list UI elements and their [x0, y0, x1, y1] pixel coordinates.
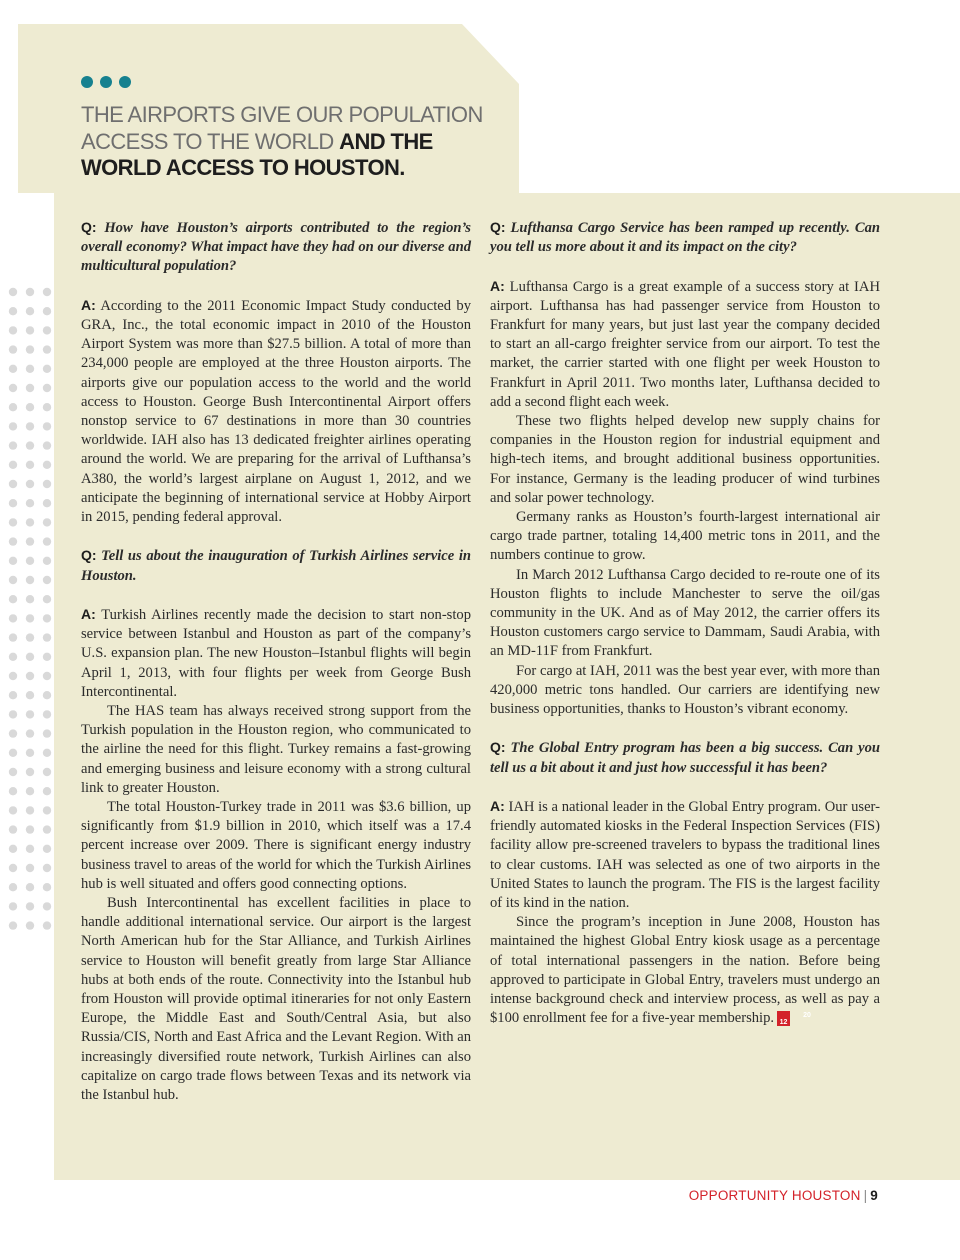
footer-separator: |	[863, 1188, 868, 1203]
answer-3-paragraph-3: Germany ranks as Houston’s fourth-largest international air cargo trade partner, totaling 14,400 metric tons in 2011, and the numbers continue to grow.	[490, 509, 880, 564]
answer-4: A: IAH is a national leader in the Global Entry program. Our user-friendly automated kiosks in the Federal Inspection Services (FIS) facility allow pre-screened travelers to bypass the traditional lines to clear customs. IAH was selected as one of two airports in the United States to launch the program. The FIS is the largest facility of its kind in the nation.	[490, 798, 880, 912]
question-1: Q: How have Houston’s airports contributed to the region’s overall economy? What impact have they had on our diverse and multicultural population?	[81, 219, 471, 275]
question-3: Q: Lufthansa Cargo Service has been ramped up recently. Can you tell us more about it and its impact on the city?	[490, 219, 880, 256]
end-mark-icon: 20 12	[777, 1011, 790, 1026]
question-4: Q: The Global Entry program has been a big success. Can you tell us a bit about it and just how successful it has been?	[490, 739, 880, 776]
answer-3: A: Lufthansa Cargo is a great example of a success story at IAH airport. Lufthansa has had passenger service from Houston to Frankfurt for many years, but just last year the company decided to start an all-cargo freighter service from our airport. To test the market, the carrier started with one flight per week Houston to Frankfurt in April 2011. Two months later, Lufthansa decided to add a second flight each week.	[490, 277, 880, 410]
header-dots-icon	[81, 76, 131, 88]
right-column	[490, 218, 880, 1028]
answer-2-paragraph-2: The HAS team has always received strong support from the Turkish population in the Houston region, who communicated to the airline the need for this flight. Turkey remains a fast-growing and emerging business and leisure economy with a strong cultural link to greater Houston.	[81, 703, 471, 796]
page-headline	[81, 102, 501, 182]
answer-3-paragraph-4: In March 2012 Lufthansa Cargo decided to re-route one of its Houston flights to include Manchester to serve the oil/gas community in the UK. And as of May 2012, the carrier offers its Houston customers cargo service to Dammam, Saudi Arabia, with an MD-11F from Frankfurt.	[490, 566, 880, 660]
headline-bold: AND THE WORLD ACCESS TO HOUSTON.	[81, 128, 433, 180]
answer-2-paragraph-3: The total Houston-Turkey trade in 2011 was $3.6 billion, up significantly from $1.9 billion in 2010, which itself was a 17.4 percent increase over 2009. There is significant energy industry business travel to areas of the world for which the Turkish Airlines hub is well situated and offers good connecting options.	[81, 799, 471, 892]
answer-3-paragraph-5: For cargo at IAH, 2011 was the best year ever, with more than 420,000 metric tons handled. Our carriers are identifying new business opportunities, thanks to Houston’s vibrant economy.	[490, 662, 880, 718]
page-number: 9	[870, 1188, 878, 1203]
answer-2-paragraph-4: Bush Intercontinental has excellent facilities in place to handle additional international service. Our airport is the largest North American hub for the Star Alliance, and Turkish Airlines service to Houston will benefit greatly from large Star Alliance hubs at both ends of the route. Connectivity into the Istanbul hub from Houston will provide optimal itineraries for not only Eastern Europe, the Middle East and South/Central Asia, but also Russia/CIS, North and East Africa and the Levant Region. With an increasingly diversified route network, Turkish Airlines can also capitalize on cargo trade flows between Texas and its network via the Istanbul hub.	[81, 895, 471, 1104]
answer-4-paragraph-2: Since the program’s inception in June 2008, Houston has maintained the highest Global Entry kiosk usage as a percentage of total international passengers in the nation. Before being approved to participate in Global Entry, travelers must undergo an intense background check and interview process, as well as pay a $100 enrollment fee for a five-year membership. 20 12	[490, 914, 880, 1027]
question-2: Q: Tell us about the inauguration of Turkish Airlines service in Houston.	[81, 547, 471, 584]
answer-3-paragraph-2: These two flights helped develop new supply chains for companies in the Houston region for industrial equipment and high-tech items, and brought additional business opportunities. For instance, Germany is the leading producer of wind turbines and solar power technology.	[490, 413, 880, 506]
footer-publication: OPPORTUNITY HOUSTON	[688, 1188, 861, 1203]
headline-light: THE AIRPORTS GIVE OUR POPULATION ACCESS TO THE WORLD	[81, 102, 483, 154]
answer-2: A: Turkish Airlines recently made the decision to start non-stop service between Istanbul and Houston as part of the company’s U.S. expansion plan. The new Houston–Istanbul flights will begin April 1, 2013, with four flights per week from George Bush Intercontinental.	[81, 606, 472, 700]
dot-pattern-decoration	[0, 282, 60, 942]
answer-1: A: According to the 2011 Economic Impact Study conducted by GRA, Inc., the total economic impact in 2010 of the Houston Airport System was more than $27.5 billion. A total of more than 234,000 people are employed at the three Houston airports. The airports give our population access to the world and the world access to Houston. George Bush Intercontinental Airport offers nonstop service to 67 destinations in more than 30 countries worldwide. IAH also has 13 dedicated freighter airlines operating around the world. We are preparing for the arrival of Lufthansa’s A380, the world’s largest airplane on August 1, 2012, and we anticipate the beginning of international service at Hobby Airport in 2015, pending federal approval.	[81, 296, 471, 526]
page-footer	[689, 1188, 878, 1203]
left-column	[81, 218, 471, 1105]
